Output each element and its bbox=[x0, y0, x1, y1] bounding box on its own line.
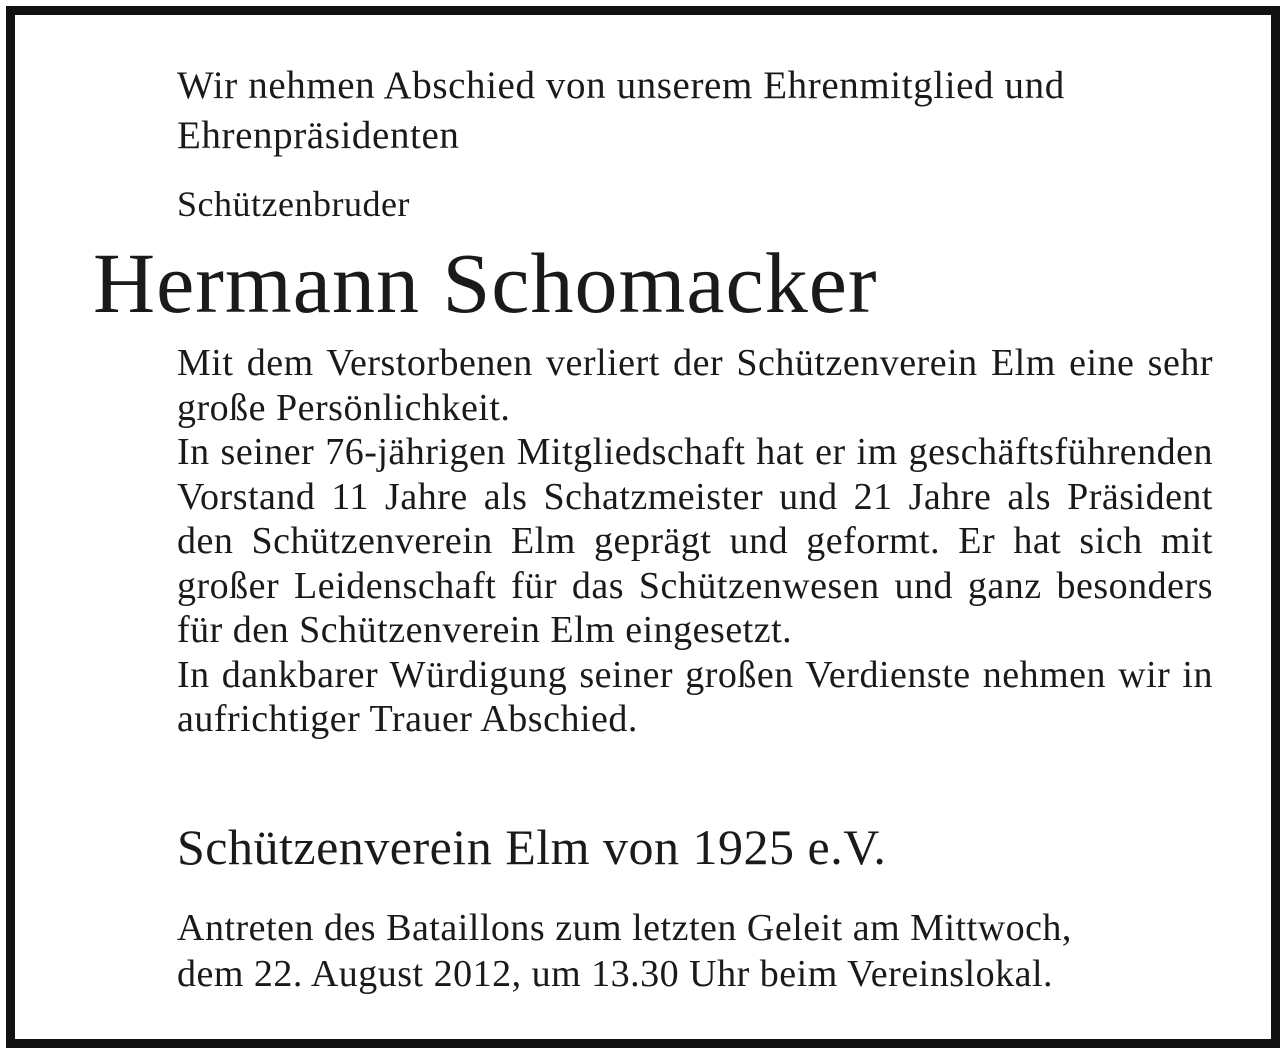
tribute-paragraph-1: Mit dem Verstorbenen verliert der Schützenverein Elm eine sehr große Persönlichkeit. bbox=[177, 342, 1213, 429]
obituary-frame bbox=[6, 6, 1280, 1048]
tribute-paragraph-2: In seiner 76-jährigen Mitgliedschaft hat er im geschäftsführenden Vorstand 11 Jahre als Schatzmeister und 21 Jahre als Präsident den Schützenverein Elm geprägt und geformt. Er hat sich mit großer Leidenschaft für das Schützenwesen und ganz besonders für den Schützenverein Elm eingesetzt. bbox=[177, 431, 1213, 651]
funeral-notice bbox=[177, 905, 1237, 997]
tribute-text bbox=[177, 341, 1213, 742]
name-prefix: Schützenbruder bbox=[177, 184, 410, 224]
intro-line-2: Ehrenpräsidenten bbox=[177, 114, 460, 157]
tribute-paragraph-3: In dankbarer Würdigung seiner großen Verdienste nehmen wir in aufrichtiger Trauer Abschied. bbox=[177, 653, 1213, 740]
obituary-content bbox=[15, 15, 1271, 1039]
deceased-name: Hermann Schomacker bbox=[93, 235, 878, 331]
intro-line-1: Wir nehmen Abschied von unserem Ehrenmitglied und bbox=[177, 64, 1065, 107]
notice-line-1: Antreten des Bataillons zum letzten Geleit am Mittwoch, bbox=[177, 907, 1072, 949]
notice-line-2: dem 22. August 2012, um 13.30 Uhr beim Vereinslokal. bbox=[177, 953, 1054, 995]
club-signature: Schützenverein Elm von 1925 e.V. bbox=[177, 819, 887, 875]
intro-text bbox=[177, 61, 1237, 161]
